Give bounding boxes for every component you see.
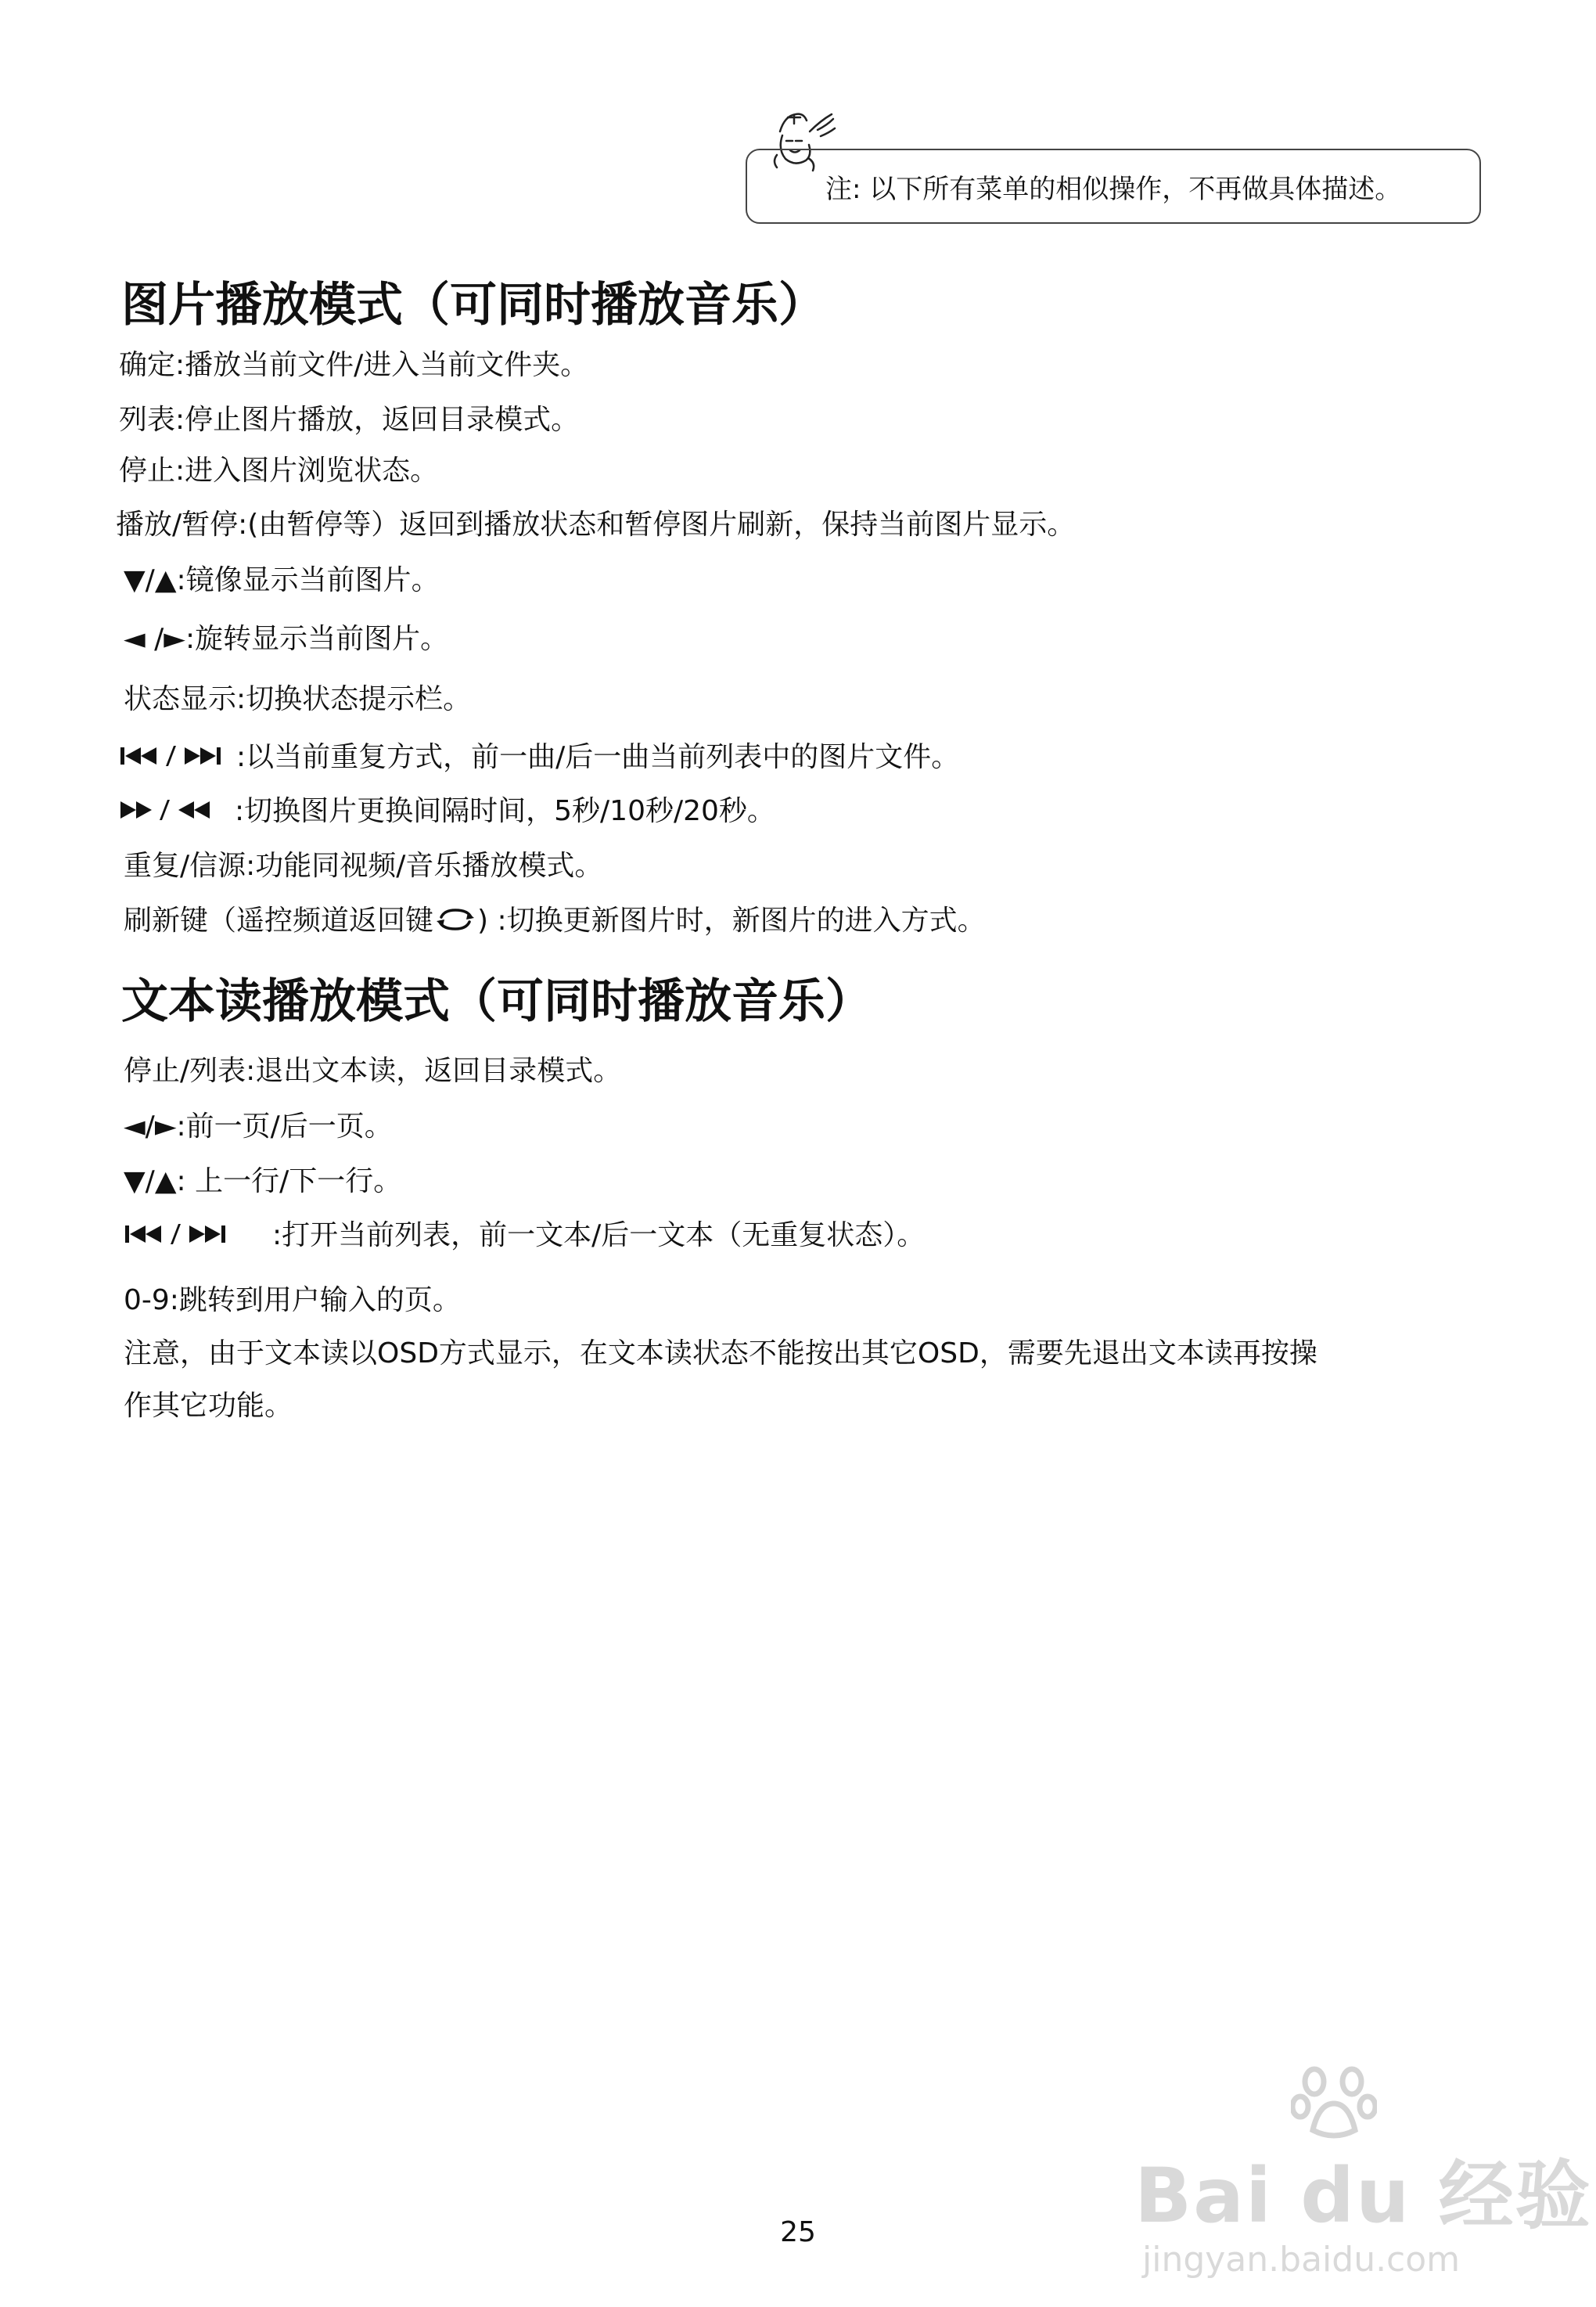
s2-line-digits: 0-9:跳转到用户输入的页。 — [124, 1284, 461, 1316]
s1-line-repeat: 重复/信源:功能同视频/音乐播放模式。 — [124, 850, 603, 882]
s2-line-prev-next — [124, 1218, 925, 1253]
s2-line-stop-list: 停止/列表:退出文本读，返回目录模式。 — [124, 1055, 622, 1087]
watermark-brand: Bai du 经验 — [1134, 2152, 1592, 2240]
s1-line-ff-rew-text: :切换图片更换间隔时间，5秒/10秒/20秒。 — [235, 795, 775, 827]
s2-line-note-a: 注意，由于文本读以OSD方式显示，在文本读状态不能按出其它OSD，需要先退出文本读再按操 — [124, 1337, 1317, 1369]
s1-line-status: 状态显示:切换状态提示栏。 — [124, 683, 472, 715]
ff-rew-icon — [119, 797, 235, 823]
prev-next-icon — [124, 1221, 272, 1247]
watermark-url: jingyan.baidu.com — [1142, 2240, 1461, 2280]
s1-line-stop: 停止:进入图片浏览状态。 — [119, 455, 439, 487]
s1-line-ff-rew — [119, 794, 775, 829]
s1-line-play-pause: 播放/暂停:(由暂停等）返回到播放状态和暂停图片刷新，保持当前图片显示。 — [116, 509, 1076, 541]
page-number: 25 — [780, 2216, 816, 2248]
s2-line-prev-next-text: :打开当前列表，前一文本/后一文本（无重复状态）。 — [272, 1219, 926, 1251]
s1-line-refresh-text-b: ) :切换更新图片时，新图片的进入方式。 — [477, 905, 986, 937]
baidu-jingyan-watermark — [1134, 2058, 1592, 2285]
paw-logo-icon — [1291, 2058, 1377, 2144]
section1-title: 图片播放模式（可同时播放音乐） — [121, 278, 825, 333]
s1-line-rotate: ◄ /►:旋转显示当前图片。 — [124, 623, 449, 655]
s2-line-row: ▼/▲: 上一行/下一行。 — [124, 1165, 402, 1197]
s2-line-note-b: 作其它功能。 — [124, 1390, 293, 1422]
s1-line-mirror: ▼/▲:镜像显示当前图片。 — [124, 564, 440, 596]
prev-next-icon — [119, 743, 236, 769]
s1-line-prev-next-text: :以当前重复方式，前一曲/后一曲当前列表中的图片文件。 — [236, 741, 960, 773]
channel-return-icon — [433, 906, 477, 933]
s1-line-list: 列表:停止图片播放，返回目录模式。 — [119, 404, 580, 436]
s1-line-refresh — [124, 904, 986, 938]
s2-line-page: ◄/►:前一页/后一页。 — [124, 1110, 393, 1143]
s1-line-prev-next — [119, 740, 959, 775]
section2-title: 文本读播放模式（可同时播放音乐） — [121, 974, 872, 1029]
s1-line-confirm: 确定:播放当前文件/进入当前文件夹。 — [119, 349, 589, 381]
s1-line-refresh-text-a: 刷新键（遥控频道返回键 — [124, 905, 434, 937]
note-text: 注: 以下所有菜单的相似操作，不再做具体描述。 — [825, 174, 1402, 205]
